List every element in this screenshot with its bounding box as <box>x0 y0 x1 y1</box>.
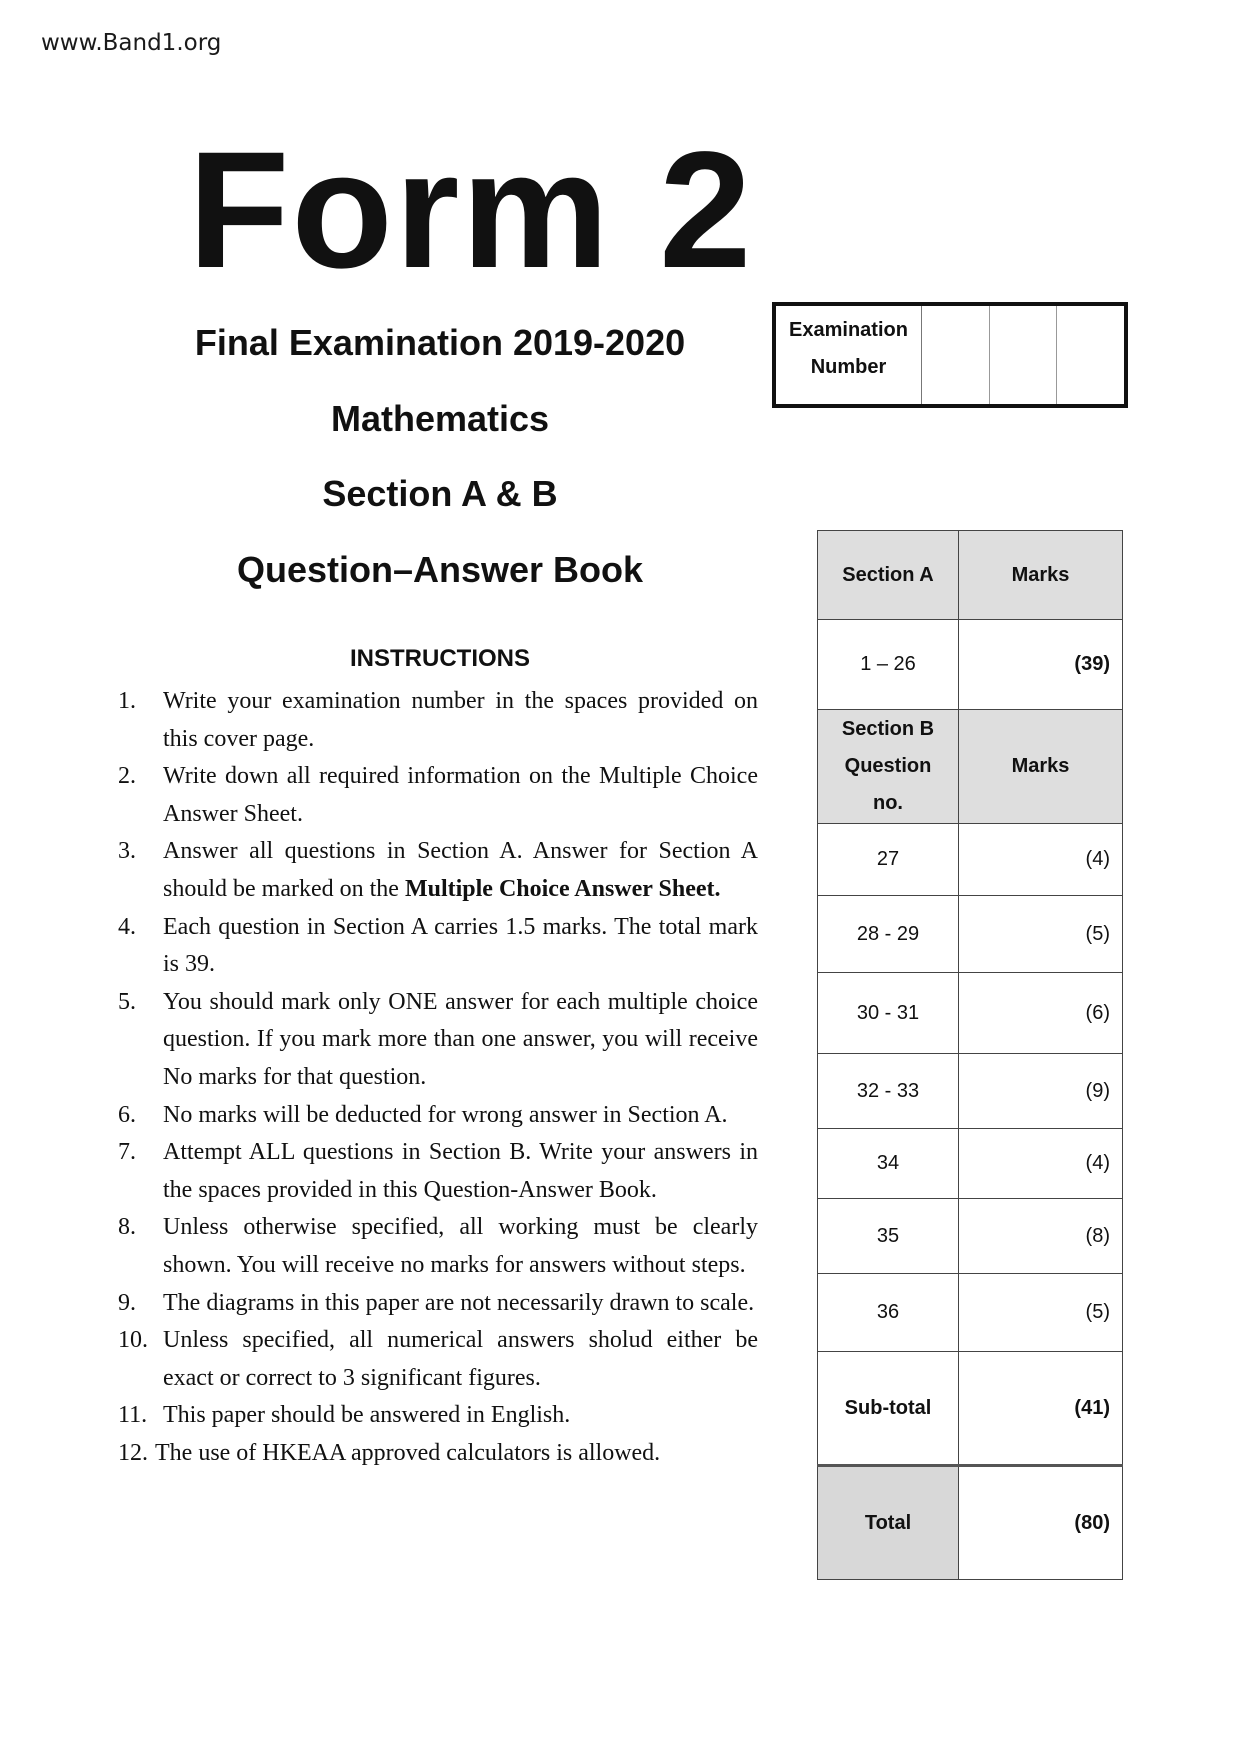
subtotal-row <box>818 1352 1123 1466</box>
watermark-url: www.Band1.org <box>41 30 222 56</box>
instructions-list <box>118 683 758 1472</box>
marks-value: (5) <box>959 1274 1123 1352</box>
instruction-text: Unless otherwise specified, all working must be clearly shown. You will receive no marks for answers without steps. <box>163 1214 758 1278</box>
question-range: 30 - 31 <box>818 973 959 1054</box>
marks-header: Marks <box>959 531 1123 620</box>
marks-value: (4) <box>959 1129 1123 1199</box>
instruction-text: The use of HKEAA approved calculators is allowed. <box>155 1439 661 1466</box>
table-row <box>818 896 1123 973</box>
instruction-number: 2. <box>118 763 136 790</box>
instruction-number: 1. <box>118 688 136 714</box>
instruction-item <box>118 1097 758 1135</box>
question-range: 36 <box>818 1274 959 1352</box>
section-b-header-row <box>818 710 1123 824</box>
instruction-text: Unless specified, all numerical answers sholud either be exact or correct to 3 significant figures. <box>163 1327 758 1391</box>
instruction-item <box>118 909 758 984</box>
exam-title: Final Examination 2019-2020 <box>194 322 686 363</box>
instruction-text: This paper should be answered in English. <box>163 1402 571 1429</box>
section-a-header-row <box>818 531 1123 620</box>
instruction-number: 8. <box>118 1214 136 1241</box>
instruction-number: 5. <box>118 988 136 1015</box>
instruction-item <box>118 1397 758 1435</box>
table-row <box>818 1054 1123 1129</box>
form-title: Form 2 <box>188 118 754 303</box>
instruction-item <box>118 1435 758 1473</box>
marks-header: Marks <box>959 710 1123 824</box>
subject-title: Mathematics <box>330 398 550 439</box>
section-b-header-line3: no. <box>873 792 903 814</box>
instruction-number: 10. <box>118 1327 148 1354</box>
question-range: 28 - 29 <box>818 896 959 973</box>
question-range: 34 <box>818 1129 959 1199</box>
section-b-header <box>818 710 959 824</box>
marks-value: (5) <box>959 896 1123 973</box>
table-row <box>818 1199 1123 1274</box>
sections-title: Section A & B <box>322 473 558 514</box>
section-a-header: Section A <box>818 531 959 620</box>
instruction-item <box>118 1209 758 1284</box>
question-range: 27 <box>818 824 959 896</box>
table-row <box>818 1129 1123 1199</box>
examination-number-box <box>772 302 1128 408</box>
instruction-text: No marks will be deducted for wrong answer in Section A. <box>163 1101 728 1128</box>
instruction-text: You should mark only ONE answer for each multiple choice question. If you mark more than one answer, you will receive No marks for that question. <box>163 988 758 1090</box>
exam-number-cell-1[interactable] <box>922 306 990 404</box>
instruction-item <box>118 683 758 758</box>
instruction-number: 9. <box>118 1289 136 1316</box>
instruction-item <box>118 1134 758 1209</box>
instruction-item <box>118 984 758 1097</box>
table-row <box>818 973 1123 1054</box>
instruction-item <box>118 1285 758 1323</box>
instruction-item <box>118 758 758 833</box>
table-row <box>818 620 1123 710</box>
book-title: Question–Answer Book <box>236 549 644 590</box>
question-range: 35 <box>818 1199 959 1274</box>
subtotal-label: Sub-total <box>818 1352 959 1466</box>
subtotal-marks: (41) <box>959 1352 1123 1466</box>
instruction-text-bold: Multiple Choice Answer Sheet. <box>404 875 721 902</box>
exam-number-cell-2[interactable] <box>990 306 1058 404</box>
instruction-number: 6. <box>118 1101 136 1128</box>
instruction-number: 7. <box>118 1139 136 1166</box>
table-row <box>818 824 1123 896</box>
total-marks: (80) <box>959 1466 1123 1580</box>
question-range: 32 - 33 <box>818 1054 959 1129</box>
exam-number-cell-3[interactable] <box>1057 306 1124 404</box>
instruction-text: Write down all required information on the Multiple Choice Answer Sheet. <box>163 763 758 827</box>
section-b-header-line2: Question <box>844 755 932 777</box>
marks-table <box>817 530 1123 1580</box>
marks-value: (9) <box>959 1054 1123 1129</box>
marks-value: (4) <box>959 824 1123 896</box>
examination-number-label <box>776 306 922 404</box>
marks-value: (39) <box>959 620 1123 710</box>
instruction-text: The diagrams in this paper are not necessarily drawn to scale. <box>163 1289 755 1316</box>
instructions-heading: INSTRUCTIONS <box>350 645 530 672</box>
instruction-number: 3. <box>118 838 136 865</box>
total-label: Total <box>818 1466 959 1580</box>
question-range: 1 – 26 <box>818 620 959 710</box>
instruction-number: 12. <box>118 1439 148 1466</box>
instruction-text-plain: Answer all questions in Section A. Answer for Section A should be marked on the <box>163 838 758 902</box>
instruction-text: Each question in Section A carries 1.5 marks. The total mark is 39. <box>163 913 758 978</box>
instruction-item <box>118 1322 758 1397</box>
instruction-text <box>163 833 758 908</box>
table-row <box>818 1274 1123 1352</box>
total-row <box>818 1466 1123 1580</box>
section-b-header-line1: Section B <box>841 718 935 740</box>
marks-value: (6) <box>959 973 1123 1054</box>
instruction-number: 11. <box>118 1402 148 1429</box>
instruction-number: 4. <box>118 913 136 940</box>
instruction-text: Write your examination number in the spaces provided on this cover page. <box>163 688 758 752</box>
exam-label-line2: Number <box>810 356 887 378</box>
instruction-item <box>118 833 758 908</box>
marks-value: (8) <box>959 1199 1123 1274</box>
instruction-text: Attempt ALL questions in Section B. Write your answers in the spaces provided in this Question-Answer Book. <box>163 1139 758 1203</box>
exam-label-line1: Examination <box>789 319 908 341</box>
